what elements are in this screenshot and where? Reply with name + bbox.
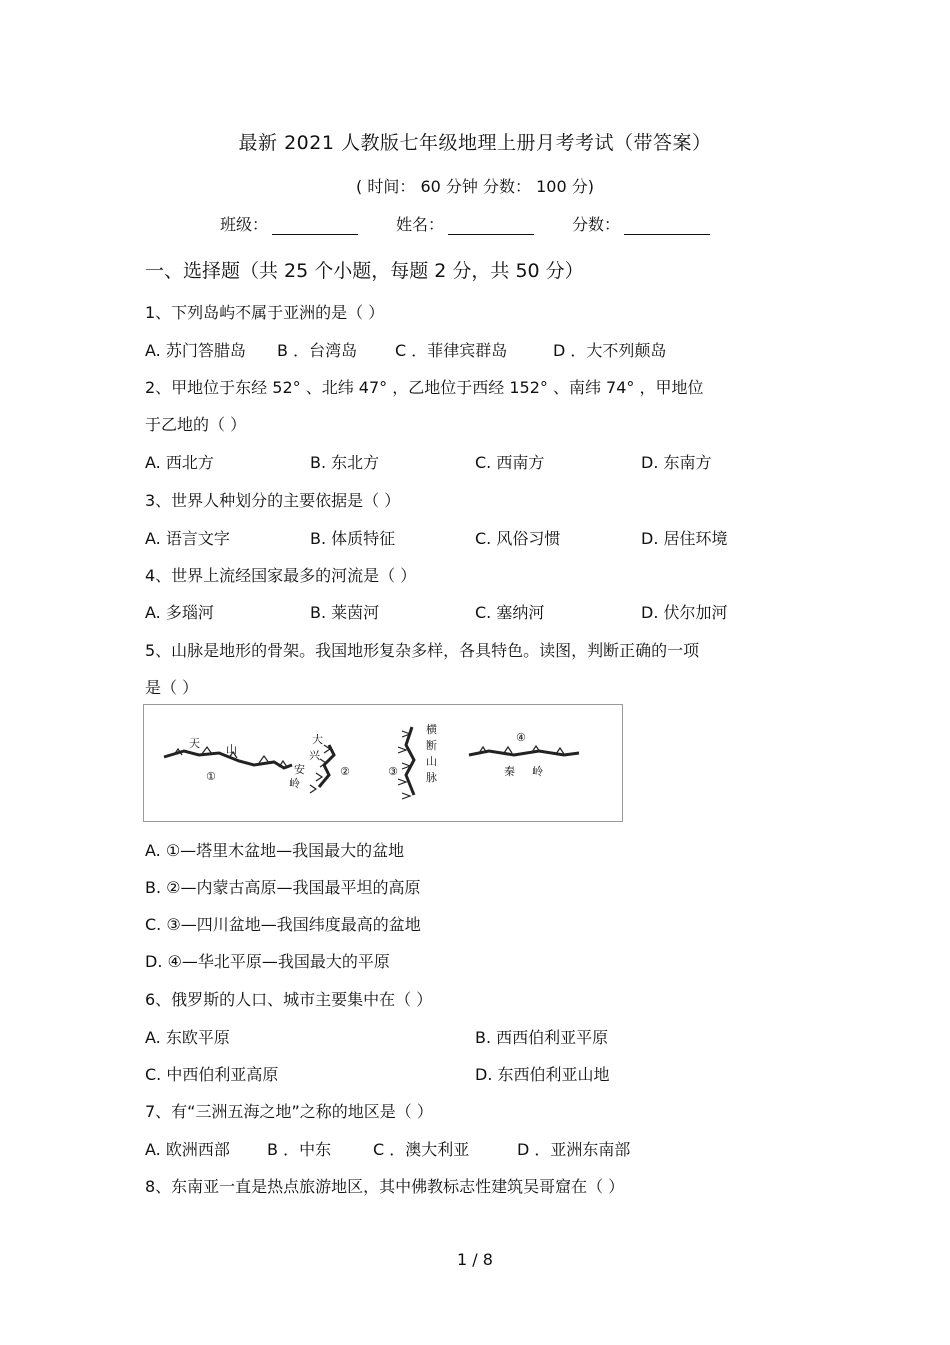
question-5-option-d: D. ④—华北平原—我国最大的平原: [145, 952, 390, 971]
label-shan: 山: [226, 743, 237, 756]
label-duan: 断: [426, 739, 437, 752]
question-5-option-b: B. ②—内蒙古高原—我国最平坦的高原: [145, 878, 421, 897]
option-b: B. 莱茵河: [310, 603, 380, 622]
question-2-options: [145, 450, 845, 472]
label-qin: 秦: [504, 765, 515, 778]
question-5-option-a: A. ①—塔里木盆地—我国最大的盆地: [145, 841, 405, 860]
option-c: C. 风俗习惯: [475, 529, 561, 548]
option-a: A. 欧洲西部: [145, 1140, 230, 1159]
exam-info: ( 时间： 60 分钟 分数： 100 分): [356, 177, 594, 196]
option-d: D. 东南方: [641, 453, 712, 472]
option-d: D ．亚洲东南部: [517, 1140, 631, 1159]
score-label: 分数：: [572, 215, 621, 234]
option-b: B ．中东: [267, 1140, 332, 1159]
option-a: A. 语言文字: [145, 529, 230, 548]
mountains-figure: [143, 704, 623, 822]
option-c: C. 西南方: [475, 453, 545, 472]
name-blank[interactable]: [448, 216, 534, 235]
option-c: C ．澳大利亚: [373, 1140, 470, 1159]
marker-2: ②: [340, 765, 350, 778]
score-blank[interactable]: [624, 216, 710, 235]
page-number: 1 / 8: [457, 1250, 493, 1269]
question-7: 7、有“三洲五海之地”之称的地区是（ ）: [145, 1102, 433, 1121]
question-1-options: [145, 338, 845, 360]
label-heng: 横: [426, 723, 437, 736]
question-2-cont: 于乙地的（ ）: [145, 415, 247, 434]
option-a: A. 苏门答腊岛: [145, 341, 246, 360]
question-6: 6、俄罗斯的人口、城市主要集中在（ ）: [145, 990, 433, 1009]
option-d: D ．大不列颠岛: [553, 341, 667, 360]
option-b: B ．台湾岛: [277, 341, 358, 360]
question-5: 5、山脉是地形的骨架。我国地形复杂多样，各具特色。读图，判断正确的一项: [145, 641, 700, 660]
question-1: 1、下列岛屿不属于亚洲的是（ ）: [145, 303, 385, 322]
question-3: 3、世界人种划分的主要依据是（ ）: [145, 491, 401, 510]
option-b: B. 西西伯利亚平原: [475, 1028, 609, 1047]
question-7-options: [145, 1137, 845, 1159]
question-6-options-row1: [145, 1025, 845, 1047]
question-3-options: [145, 526, 845, 548]
label-an: 安: [294, 763, 305, 776]
option-d: D. 居住环境: [641, 529, 728, 548]
option-a: A. 西北方: [145, 453, 214, 472]
marker-3: ③: [388, 765, 398, 778]
option-d: D. 东西伯利亚山地: [475, 1065, 610, 1084]
question-5-option-c: C. ③—四川盆地—我国纬度最高的盆地: [145, 915, 421, 934]
option-b: B. 东北方: [310, 453, 380, 472]
option-b: B. 体质特征: [310, 529, 396, 548]
student-info: [220, 212, 748, 235]
mountains-illustration: [144, 705, 622, 821]
option-c: C ．菲律宾群岛: [395, 341, 508, 360]
question-8: 8、东南亚一直是热点旅游地区，其中佛教标志性建筑吴哥窟在（ ）: [145, 1177, 625, 1196]
label-xing: 兴: [309, 749, 320, 762]
question-6-options-row2: [145, 1062, 845, 1084]
marker-4: ④: [516, 731, 526, 744]
option-c: C. 塞纳河: [475, 603, 545, 622]
section-heading: 一、选择题（共 25 个小题，每题 2 分，共 50 分）: [145, 260, 584, 282]
class-blank[interactable]: [272, 216, 358, 235]
option-a: A. 多瑙河: [145, 603, 214, 622]
option-a: A. 东欧平原: [145, 1028, 230, 1047]
label-tian: 天: [189, 737, 200, 750]
question-4: 4、世界上流经国家最多的河流是（ ）: [145, 566, 417, 585]
label-ling: 岭: [289, 777, 300, 790]
class-field: [220, 212, 358, 235]
marker-1: ①: [206, 770, 216, 783]
option-c: C. 中西伯利亚高原: [145, 1065, 279, 1084]
label-mai: 脉: [426, 771, 437, 784]
question-2: 2、甲地位于东经 52° 、北纬 47° ，乙地位于西经 152° 、南纬 74° ，甲地位: [145, 378, 704, 397]
score-field: [572, 212, 710, 235]
name-label: 姓名：: [396, 215, 445, 234]
question-4-options: [145, 600, 845, 622]
option-d: D. 伏尔加河: [641, 603, 728, 622]
question-5-cont: 是（ ）: [145, 678, 199, 697]
label-shan2: 山: [426, 755, 437, 768]
class-label: 班级：: [220, 215, 269, 234]
label-da: 大: [312, 733, 323, 746]
page-title: 最新 2021 人教版七年级地理上册月考考试（带答案）: [238, 132, 712, 154]
label-ling2: 岭: [532, 765, 543, 778]
name-field: [396, 212, 534, 235]
